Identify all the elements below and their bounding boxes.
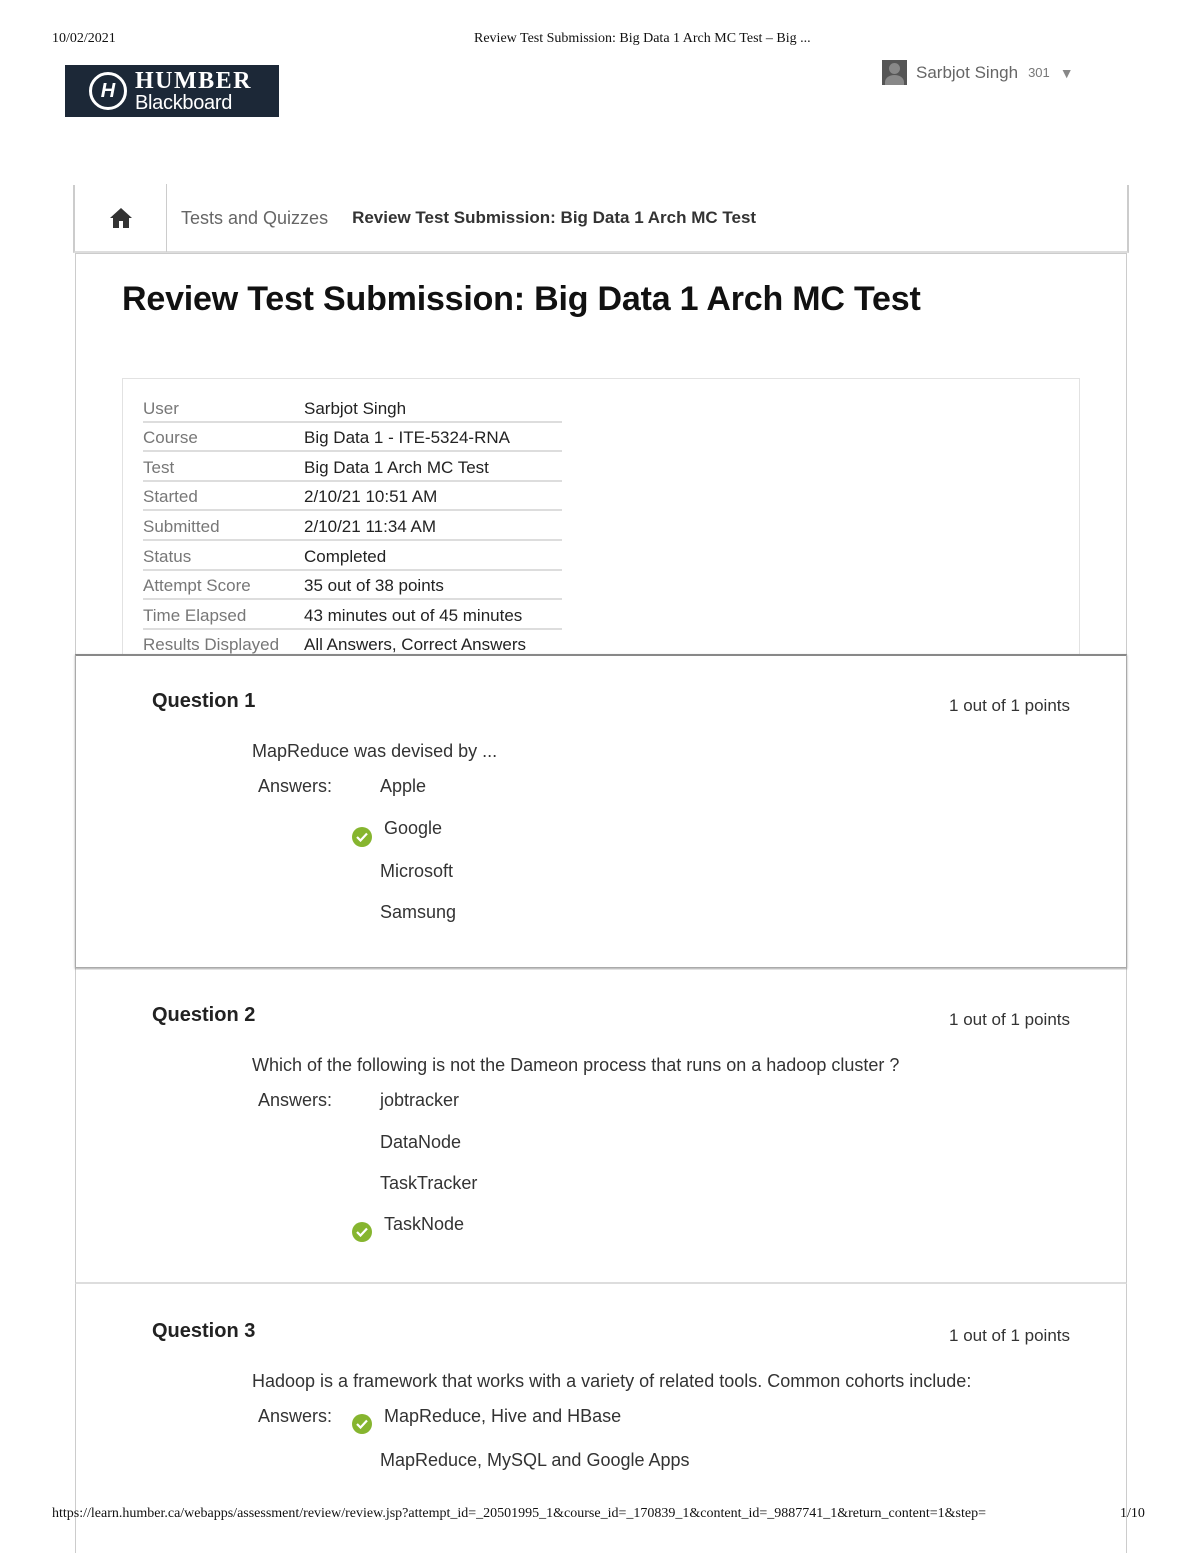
question-title: Question 1 bbox=[152, 690, 256, 712]
info-value: All Answers, Correct Answers bbox=[304, 629, 562, 659]
correct-check-icon bbox=[352, 827, 372, 847]
info-row bbox=[143, 510, 562, 540]
info-row bbox=[143, 540, 562, 570]
info-row bbox=[143, 481, 562, 511]
breadcrumb-tests-and-quizzes[interactable]: Tests and Quizzes bbox=[181, 207, 329, 228]
info-row bbox=[143, 599, 562, 629]
home-icon bbox=[109, 207, 133, 229]
humber-blackboard-logo[interactable] bbox=[65, 65, 279, 117]
info-row bbox=[143, 422, 562, 452]
page-title: Review Test Submission: Big Data 1 Arch MC Test bbox=[122, 280, 921, 318]
logo-top-text: HUMBER bbox=[135, 68, 252, 94]
correct-check-icon bbox=[352, 1222, 372, 1242]
info-label: User bbox=[143, 392, 304, 422]
info-label: Results Displayed bbox=[143, 629, 304, 659]
info-value: 2/10/21 10:51 AM bbox=[304, 481, 562, 511]
print-date: 10/02/2021 bbox=[52, 31, 116, 46]
question-points: 1 out of 1 points bbox=[949, 1326, 1070, 1345]
info-label: Status bbox=[143, 540, 304, 570]
info-row bbox=[143, 570, 562, 600]
question-text: MapReduce was devised by ... bbox=[252, 741, 498, 761]
info-label: Submitted bbox=[143, 510, 304, 540]
question-points: 1 out of 1 points bbox=[949, 696, 1070, 715]
answer-option: TaskTracker bbox=[380, 1173, 478, 1193]
answer-option: Microsoft bbox=[380, 861, 454, 881]
question-text: Hadoop is a framework that works with a variety of related tools. Common cohorts include: bbox=[252, 1371, 972, 1391]
question-text: Which of the following is not the Dameon process that runs on a hadoop cluster ? bbox=[252, 1055, 900, 1075]
info-label: Course bbox=[143, 422, 304, 452]
answers-label: Answers: bbox=[258, 776, 333, 796]
user-name: Sarbjot Singh bbox=[916, 62, 1019, 82]
question-title: Question 2 bbox=[152, 1004, 256, 1026]
info-row bbox=[143, 392, 562, 422]
answers-label: Answers: bbox=[258, 1406, 333, 1426]
breadcrumb bbox=[73, 185, 1129, 253]
breadcrumb-current: Review Test Submission: Big Data 1 Arch MC Test bbox=[352, 208, 757, 227]
answer-option-correct: TaskNode bbox=[384, 1214, 465, 1234]
question-title: Question 3 bbox=[152, 1320, 256, 1342]
print-page-number: 1/10 bbox=[1120, 1506, 1145, 1521]
user-notification-count: 301 bbox=[1028, 65, 1050, 80]
answer-option: DataNode bbox=[380, 1132, 462, 1152]
info-label: Time Elapsed bbox=[143, 599, 304, 629]
answer-option-correct: Google bbox=[384, 818, 443, 838]
submission-info-table bbox=[143, 392, 562, 659]
avatar bbox=[882, 60, 907, 85]
caret-down-icon[interactable]: ▼ bbox=[1059, 64, 1074, 81]
info-value: 35 out of 38 points bbox=[304, 570, 562, 600]
info-value: Big Data 1 - ITE-5324-RNA bbox=[304, 422, 562, 452]
print-title: Review Test Submission: Big Data 1 Arch MC Test – Big ... bbox=[474, 31, 811, 46]
logo-bottom-text: Blackboard bbox=[135, 92, 233, 114]
answer-option: Apple bbox=[380, 776, 427, 796]
question-points: 1 out of 1 points bbox=[949, 1010, 1070, 1029]
info-label: Started bbox=[143, 481, 304, 511]
print-url: https://learn.humber.ca/webapps/assessment/review/review.jsp?attempt_id=_20501995_1&course_id=_170839_1&content_id=_9887741_1&return_content=1&step= bbox=[52, 1506, 987, 1521]
question-1 bbox=[75, 654, 1127, 968]
info-value: Big Data 1 Arch MC Test bbox=[304, 451, 562, 481]
answer-option: Samsung bbox=[380, 902, 457, 922]
info-value: Completed bbox=[304, 540, 562, 570]
info-label: Attempt Score bbox=[143, 570, 304, 600]
info-value: Sarbjot Singh bbox=[304, 392, 562, 422]
answer-option: jobtracker bbox=[380, 1090, 460, 1110]
info-value: 2/10/21 11:34 AM bbox=[304, 510, 562, 540]
home-button[interactable] bbox=[75, 184, 167, 252]
user-menu[interactable] bbox=[882, 60, 1074, 85]
correct-check-icon bbox=[352, 1414, 372, 1434]
answer-option: MapReduce, MySQL and Google Apps bbox=[380, 1450, 690, 1470]
answers-label: Answers: bbox=[258, 1090, 333, 1110]
info-row bbox=[143, 451, 562, 481]
info-label: Test bbox=[143, 451, 304, 481]
question-2 bbox=[75, 970, 1127, 1284]
humber-logo-icon: H bbox=[89, 72, 127, 110]
answer-option-correct: MapReduce, Hive and HBase bbox=[384, 1406, 622, 1426]
info-value: 43 minutes out of 45 minutes bbox=[304, 599, 562, 629]
